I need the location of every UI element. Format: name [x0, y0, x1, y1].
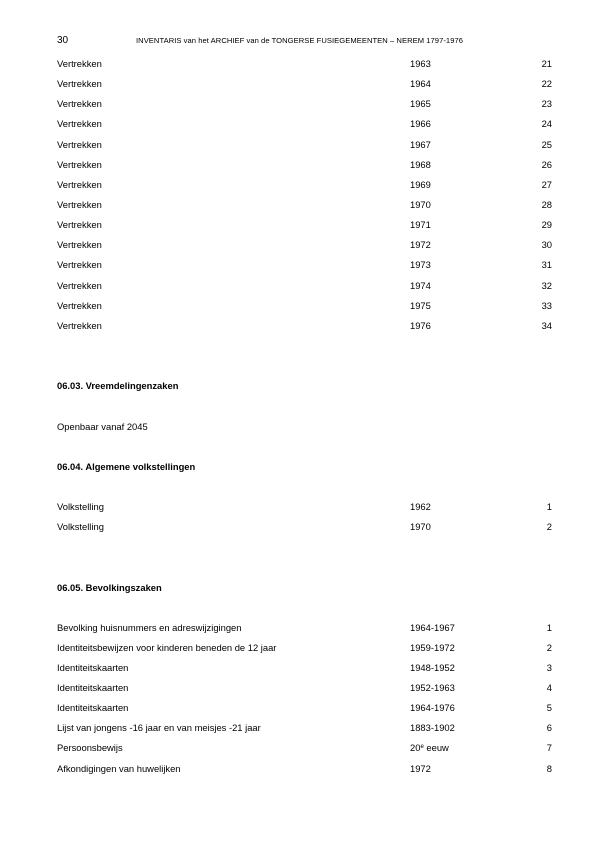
item-description: Vertrekken [57, 159, 102, 170]
item-description: Vertrekken [57, 139, 102, 150]
item-number: 22 [541, 78, 552, 89]
item-description: Vertrekken [57, 78, 102, 89]
list-item [57, 741, 552, 755]
item-date: 1883-1902 [410, 722, 455, 733]
item-description: Lijst van jongens -16 jaar en van meisjes -21 jaar [57, 722, 261, 733]
item-date: 1962 [410, 501, 431, 512]
item-date: 1959-1972 [410, 642, 455, 653]
item-number: 3 [546, 662, 552, 673]
item-date: 1971 [410, 219, 431, 230]
section-heading-0604: 06.04. Algemene volkstellingen [57, 461, 196, 472]
item-description: Persoonsbewijs [57, 742, 123, 753]
list-item [57, 621, 552, 635]
item-date: 1948-1952 [410, 662, 455, 673]
list-item [57, 258, 552, 272]
list-item [57, 299, 552, 313]
item-date: 1967 [410, 139, 431, 150]
item-date: 1976 [410, 320, 431, 331]
item-description: Vertrekken [57, 98, 102, 109]
list-item [57, 138, 552, 152]
list-item [57, 520, 552, 534]
item-date: 1952-1963 [410, 682, 455, 693]
item-number: 6 [546, 722, 552, 733]
item-description: Vertrekken [57, 239, 102, 250]
item-description: Vertrekken [57, 320, 102, 331]
list-item [57, 238, 552, 252]
item-description: Afkondigingen van huwelijken [57, 763, 181, 774]
item-number: 8 [546, 763, 552, 774]
list-item [57, 661, 552, 675]
item-date: 1975 [410, 300, 431, 311]
item-description: Vertrekken [57, 300, 102, 311]
item-number: 23 [541, 98, 552, 109]
item-date: 1964-1967 [410, 622, 455, 633]
item-number: 21 [541, 58, 552, 69]
item-date: 1964 [410, 78, 431, 89]
item-number: 2 [546, 521, 552, 532]
item-date: 1973 [410, 259, 431, 270]
item-description: Vertrekken [57, 58, 102, 69]
century-word: eeuw [423, 742, 449, 753]
item-date: 1964-1976 [410, 702, 455, 713]
item-number: 33 [541, 300, 552, 311]
item-date: 1972 [410, 239, 431, 250]
item-number: 27 [541, 179, 552, 190]
item-description: Vertrekken [57, 219, 102, 230]
item-number: 34 [541, 320, 552, 331]
item-date: 1965 [410, 98, 431, 109]
item-number: 4 [546, 682, 552, 693]
item-description: Vertrekken [57, 259, 102, 270]
item-date: 1968 [410, 159, 431, 170]
list-item [57, 77, 552, 91]
list-item [57, 279, 552, 293]
item-description: Identiteitsbewijzen voor kinderen beneden de 12 jaar [57, 642, 277, 653]
list-item [57, 319, 552, 333]
item-date: 1972 [410, 763, 431, 774]
item-date: 1966 [410, 118, 431, 129]
list-item [57, 158, 552, 172]
item-description: Volkstelling [57, 521, 104, 532]
list-item [57, 762, 552, 776]
section-heading-0603: 06.03. Vreemdelingenzaken [57, 380, 179, 391]
item-number: 26 [541, 159, 552, 170]
item-number: 25 [541, 139, 552, 150]
item-description: Bevolking huisnummers en adreswijzigingen [57, 622, 242, 633]
item-number: 32 [541, 280, 552, 291]
list-item [57, 178, 552, 192]
item-description: Vertrekken [57, 179, 102, 190]
page-header [57, 35, 552, 49]
item-number: 29 [541, 219, 552, 230]
century-number: 20 [410, 742, 421, 753]
item-description: Vertrekken [57, 118, 102, 129]
item-description: Vertrekken [57, 280, 102, 291]
item-number: 7 [546, 742, 552, 753]
list-item [57, 218, 552, 232]
item-date: 1970 [410, 521, 431, 532]
list-item [57, 117, 552, 131]
item-date: 1974 [410, 280, 431, 291]
item-date: 1969 [410, 179, 431, 190]
item-date: 1963 [410, 58, 431, 69]
item-number: 1 [546, 501, 552, 512]
list-item [57, 198, 552, 212]
list-item [57, 57, 552, 71]
list-item [57, 500, 552, 514]
item-number: 30 [541, 239, 552, 250]
item-number: 24 [541, 118, 552, 129]
ordinal-suffix: e [420, 744, 424, 750]
section-heading-0605: 06.05. Bevolkingszaken [57, 582, 162, 593]
list-item [57, 721, 552, 735]
item-number: 31 [541, 259, 552, 270]
list-item [57, 681, 552, 695]
item-description: Identiteitskaarten [57, 702, 129, 713]
access-note: Openbaar vanaf 2045 [57, 421, 148, 432]
item-description: Vertrekken [57, 199, 102, 210]
item-date [410, 741, 449, 755]
list-item [57, 641, 552, 655]
item-number: 1 [546, 622, 552, 633]
running-title: INVENTARIS van het ARCHIEF van de TONGERSE FUSIEGEMEENTEN – NEREM 1797-1976 [136, 36, 464, 45]
item-number: 5 [546, 702, 552, 713]
list-item [57, 97, 552, 111]
item-description: Identiteitskaarten [57, 682, 129, 693]
item-date: 1970 [410, 199, 431, 210]
item-description: Identiteitskaarten [57, 662, 129, 673]
list-item [57, 701, 552, 715]
item-number: 28 [541, 199, 552, 210]
item-number: 2 [546, 642, 552, 653]
page-number: 30 [57, 35, 69, 46]
item-description: Volkstelling [57, 501, 104, 512]
